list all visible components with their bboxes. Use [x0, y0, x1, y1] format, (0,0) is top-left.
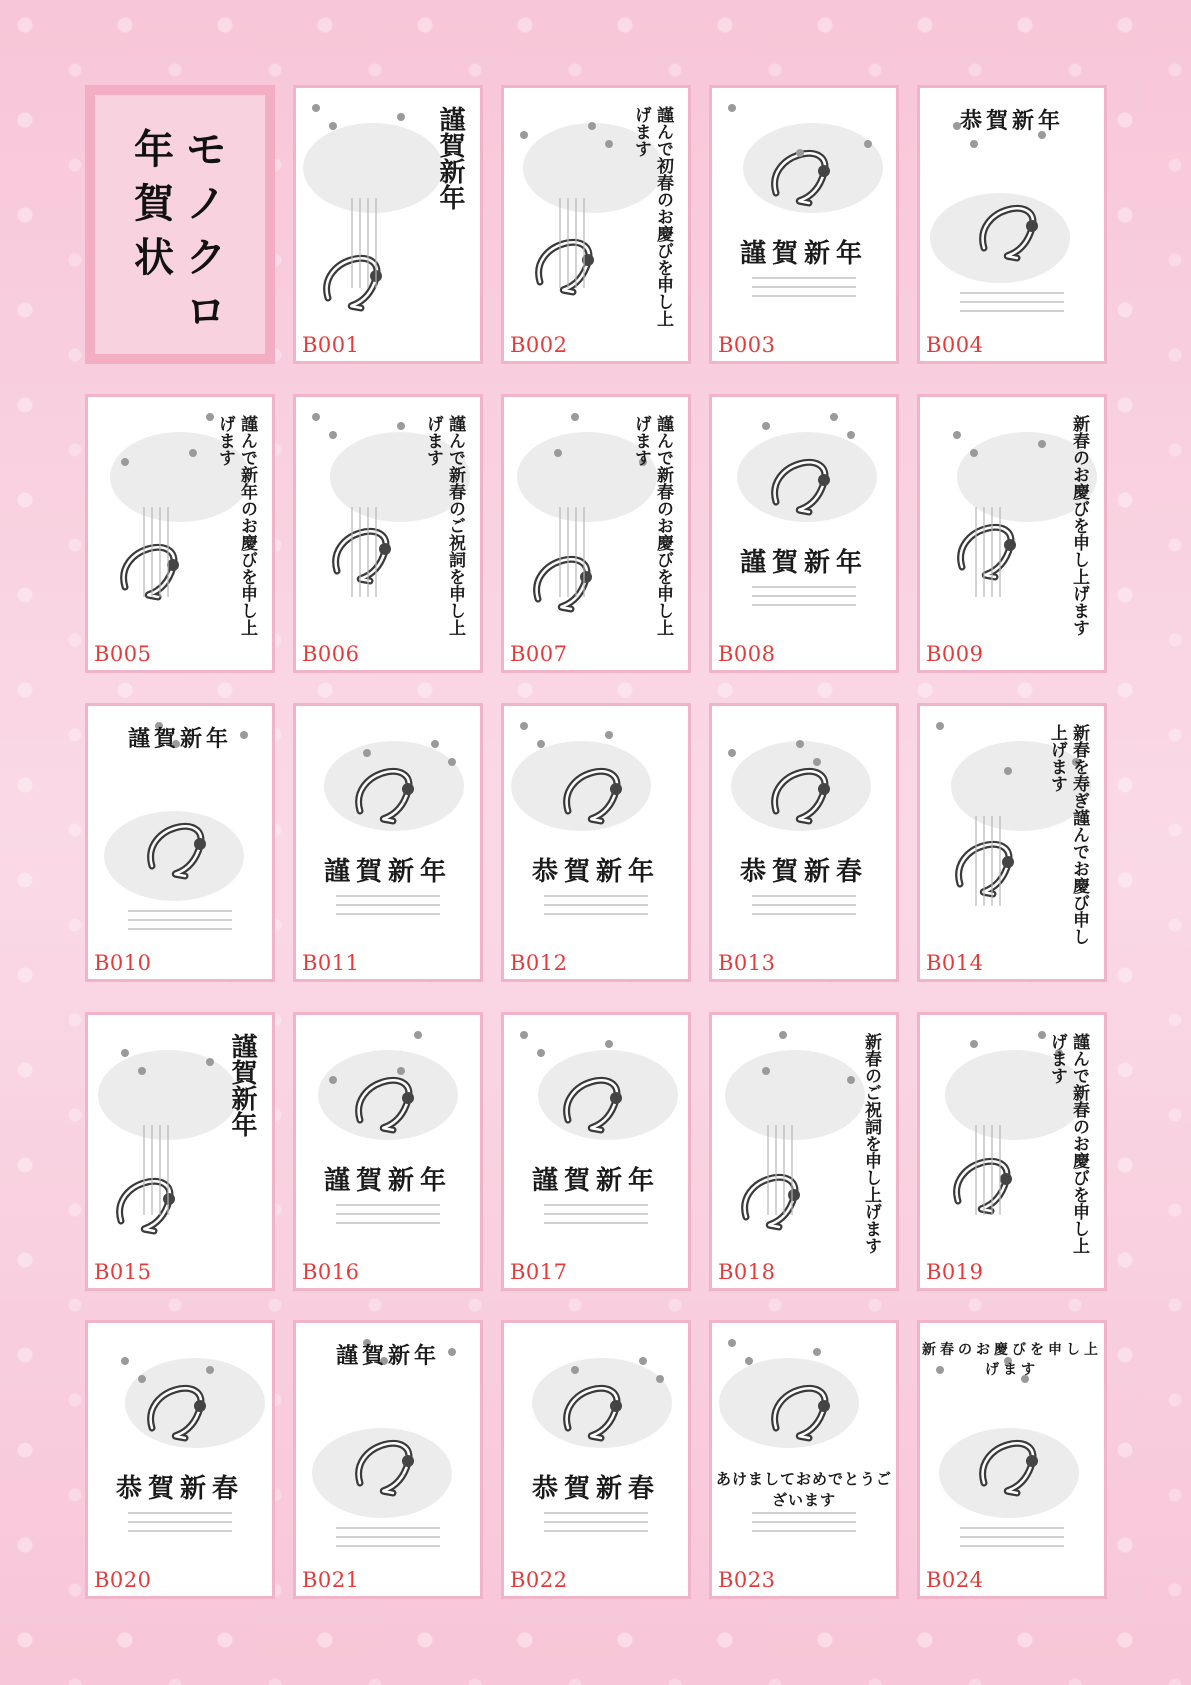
card-code: B016: [302, 1260, 360, 1284]
card-code: B004: [926, 333, 984, 357]
card-illustration: [504, 706, 688, 979]
card-code: B007: [510, 642, 568, 666]
card-heading: 恭賀新年: [531, 857, 660, 887]
card-code: B002: [510, 333, 568, 357]
title-column-nengajo: [134, 123, 174, 354]
template-card[interactable]: [917, 1012, 1107, 1291]
card-code: B015: [94, 1260, 152, 1284]
card-heading: 恭賀新春: [531, 1474, 660, 1504]
template-card[interactable]: [85, 394, 275, 673]
card-code: B023: [718, 1568, 776, 1592]
title-column-monokuro: [186, 123, 226, 354]
card-illustration: [712, 88, 896, 361]
card-code: B021: [302, 1568, 360, 1592]
title-char: ロ: [186, 289, 226, 335]
template-card[interactable]: [293, 85, 483, 364]
card-code: B010: [94, 951, 152, 975]
card-heading: 謹賀新年: [531, 1166, 660, 1196]
template-card[interactable]: [293, 703, 483, 982]
template-card[interactable]: [917, 85, 1107, 364]
template-card[interactable]: [501, 1320, 691, 1599]
template-card[interactable]: [709, 703, 899, 982]
card-code: B024: [926, 1568, 984, 1592]
card-illustration: [712, 706, 896, 979]
template-card[interactable]: [709, 394, 899, 673]
card-heading: 恭賀新春: [115, 1474, 244, 1504]
template-card[interactable]: [85, 1320, 275, 1599]
template-card[interactable]: [709, 1320, 899, 1599]
card-heading: 謹賀新年: [335, 1344, 440, 1369]
card-code: B022: [510, 1568, 568, 1592]
title-char: モ: [186, 127, 226, 173]
card-heading: 新春のお慶びを申し上げます: [1069, 415, 1089, 636]
card-illustration: [88, 1323, 272, 1596]
card-code: B012: [510, 951, 568, 975]
card-heading: 恭賀新春: [739, 857, 868, 887]
template-card[interactable]: [917, 703, 1107, 982]
template-card[interactable]: [501, 703, 691, 982]
title-char: 賀: [134, 181, 174, 227]
card-heading: 新春のご祝詞を申し上げます: [861, 1033, 881, 1254]
template-card[interactable]: [293, 1320, 483, 1599]
card-code: B020: [94, 1568, 152, 1592]
title-char: 年: [134, 127, 174, 173]
card-heading: 新春のお慶びを申し上げます: [922, 1342, 1102, 1378]
card-heading: 謹んで新年のお慶びを申し上げます: [214, 415, 257, 636]
template-card[interactable]: [501, 1012, 691, 1291]
title-char: ク: [186, 235, 226, 281]
template-card[interactable]: [85, 703, 275, 982]
card-illustration: [712, 397, 896, 670]
card-heading: 謹賀新年: [435, 106, 465, 210]
card-heading: 新春を寿ぎ謹んでお慶び申し上げます: [1046, 724, 1089, 945]
card-heading: あけましておめでとうございます: [715, 1470, 892, 1509]
template-card[interactable]: [709, 85, 899, 364]
card-heading: 謹んで初春のお慶びを申し上げます: [630, 106, 673, 327]
card-code: B005: [94, 642, 152, 666]
card-heading: 謹賀新年: [127, 727, 232, 752]
card-heading: 謹賀新年: [227, 1033, 257, 1137]
card-code: B009: [926, 642, 984, 666]
title-char: ノ: [186, 181, 226, 227]
card-heading: 謹賀新年: [323, 857, 452, 887]
card-heading: 謹賀新年: [323, 1166, 452, 1196]
card-code: B006: [302, 642, 360, 666]
card-code: B019: [926, 1260, 984, 1284]
card-heading: 謹賀新年: [739, 239, 868, 269]
card-heading: 謹んで新春のご祝詞を申し上げます: [422, 415, 465, 636]
title-tile: [85, 85, 275, 364]
card-heading: 謹賀新年: [739, 548, 868, 578]
template-card[interactable]: [293, 1012, 483, 1291]
card-illustration: [712, 1323, 896, 1596]
card-heading: 恭賀新年: [959, 109, 1064, 134]
template-card[interactable]: [85, 1012, 275, 1291]
template-card[interactable]: [917, 394, 1107, 673]
card-illustration: [296, 706, 480, 979]
card-heading: 謹んで新春のお慶びを申し上げます: [630, 415, 673, 636]
card-heading: 謹んで新春のお慶びを申し上げます: [1046, 1033, 1089, 1254]
title-char: 状: [134, 235, 174, 281]
card-code: B003: [718, 333, 776, 357]
template-card[interactable]: [293, 394, 483, 673]
title-inner: [95, 95, 265, 354]
template-card[interactable]: [917, 1320, 1107, 1599]
card-illustration: [296, 1015, 480, 1288]
card-code: B013: [718, 951, 776, 975]
card-code: B017: [510, 1260, 568, 1284]
template-card[interactable]: [501, 85, 691, 364]
card-code: B011: [302, 951, 360, 975]
template-card[interactable]: [709, 1012, 899, 1291]
card-code: B018: [718, 1260, 776, 1284]
card-illustration: [504, 1015, 688, 1288]
template-card[interactable]: [501, 394, 691, 673]
card-code: B001: [302, 333, 360, 357]
card-code: B008: [718, 642, 776, 666]
card-illustration: [504, 1323, 688, 1596]
card-code: B014: [926, 951, 984, 975]
